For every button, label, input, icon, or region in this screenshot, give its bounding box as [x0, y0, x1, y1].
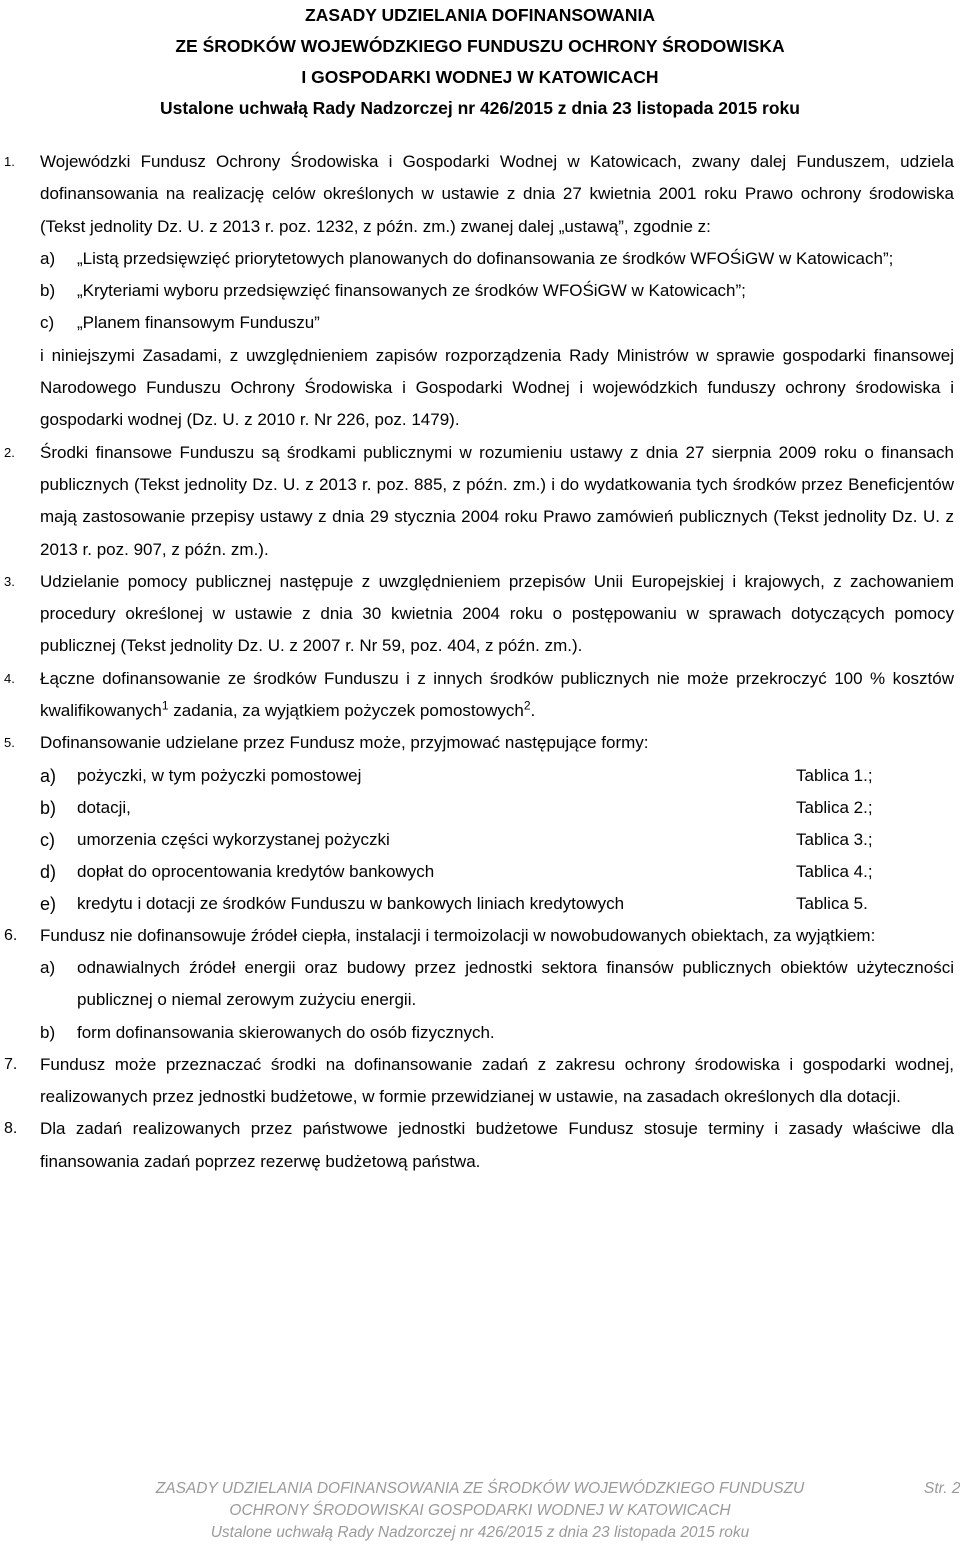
footnote-ref-1: 1: [161, 698, 169, 713]
form-text: pożyczki, w tym pożyczki pomostowej: [77, 765, 362, 785]
section-3: [0, 566, 960, 663]
section-1-tail-text: i niniejszymi Zasadami, z uwzględnieniem zapisów rozporządzenia Rady Ministrów w sprawie gospodarki finansowej Narodowego Funduszu Ochrony Środowiska i Gospodarki Wodnej i wojewódzkich funduszy ochrony środowiska i gospodarki wodnej (Dz. U. z 2010 r. Nr 226, poz. 1479).: [40, 345, 954, 430]
form-table-ref: Tablica 5.: [796, 893, 868, 913]
section-7-text: Fundusz może przeznaczać środki na dofinansowanie zadań z zakresu ochrony środowiska i gospodarki wodnej, realizowanych przez jednostki budżetowe, w formie przewidzianej w ustawie, na zasadach określonych dla dotacji.: [40, 1054, 954, 1107]
section-1-number: 1.: [4, 154, 15, 169]
section-4: [0, 663, 960, 728]
section-7: [0, 1049, 960, 1114]
form-label: a): [40, 765, 57, 786]
section-1-point-b: [40, 275, 954, 307]
form-text: dotacji,: [77, 797, 131, 817]
form-row-d: [40, 856, 954, 888]
section-4-text: [40, 663, 954, 728]
section-3-number: 3.: [4, 573, 15, 589]
form-label: d): [40, 861, 57, 882]
section-1: [0, 146, 960, 437]
section-4-text-part-3: .: [530, 701, 536, 721]
section-3-text: Udzielanie pomocy publicznej następuje z uwzględnieniem przepisów Unii Europejskiej i krajowych, z zachowaniem procedury określonej w ustawie z dnia 30 kwietnia 2004 roku o postępowaniu w sprawach dotyczących pomocy publicznej (Tekst jednolity Dz. U. z 2007 r. Nr 59, poz. 404, z późn. zm.).: [40, 571, 954, 656]
section-4-number: 4.: [4, 670, 15, 686]
form-table-ref: Tablica 2.;: [796, 797, 873, 817]
point-a-label: a): [40, 957, 56, 977]
section-4-text-part-1: Łączne dofinansowanie ze środków Funduszu i z innych środków publicznych nie może przekroczyć 100 % kosztów kwalifikowanych: [40, 668, 954, 721]
section-1-point-a: [40, 243, 954, 275]
footer-page-number: Str. 2: [924, 1480, 960, 1497]
section-6: [0, 920, 960, 1049]
section-8: [0, 1113, 960, 1178]
section-2: [0, 437, 960, 566]
footnote-ref-2: 2: [523, 698, 531, 713]
header-title-line-2: ZE ŚRODKÓW WOJEWÓDZKIEGO FUNDUSZU OCHRONY ŚRODOWISKA: [175, 36, 785, 56]
form-row-b: [40, 792, 954, 824]
financing-forms-list: [40, 760, 954, 920]
section-6-number: 6.: [4, 926, 18, 944]
section-6-point-a: [40, 952, 954, 1017]
footer-line-2: OCHRONY ŚRODOWISKAI GOSPODARKI WODNEJ W KATOWICACH: [229, 1502, 731, 1519]
point-a-text: „Listą przedsięwzięć priorytetowych planowanych do dofinansowania ze środków WFOŚiGW w Katowicach”;: [77, 248, 894, 268]
header-resolution-line: Ustalone uchwałą Rady Nadzorczej nr 426/2015 z dnia 23 listopada 2015 roku: [160, 98, 800, 118]
section-8-number: 8.: [4, 1120, 18, 1138]
point-b-text: „Kryteriami wyboru przedsięwzięć finansowanych ze środków WFOŚiGW w Katowicach”;: [77, 281, 746, 301]
section-1-point-c: [40, 307, 954, 339]
form-table-ref: Tablica 1.;: [796, 765, 873, 785]
form-row-e: [40, 888, 954, 920]
section-5-number: 5.: [4, 735, 15, 751]
section-5-text: Dofinansowanie udzielane przez Fundusz może, przyjmować następujące formy:: [40, 733, 649, 753]
form-table-ref: Tablica 3.;: [796, 829, 873, 849]
header-title-line-1: ZASADY UDZIELANIA DOFINANSOWANIA: [305, 5, 655, 25]
form-text: kredytu i dotacji ze środków Funduszu w bankowych liniach kredytowych: [77, 893, 625, 913]
point-a-text: odnawialnych źródeł energii oraz budowy przez jednostki sektora finansów publicznych obiektów użyteczności publicznej o niemal zerowym zużyciu energii.: [77, 957, 954, 1010]
form-row-c: [40, 824, 954, 856]
form-text: dopłat do oprocentowania kredytów bankowych: [77, 861, 435, 881]
point-b-label: b): [40, 1022, 56, 1042]
section-6-point-b: [40, 1017, 954, 1049]
footer-line-1: ZASADY UDZIELANIA DOFINANSOWANIA ZE ŚRODKÓW WOJEWÓDZKIEGO FUNDUSZU: [155, 1480, 805, 1497]
section-2-number: 2.: [4, 444, 15, 460]
form-row-a: [40, 760, 954, 792]
section-2-text: Środki finansowe Funduszu są środkami publicznymi w rozumieniu ustawy z dnia 27 sierpnia 2009 roku o finansach publicznych (Tekst jednolity Dz. U. z 2013 r. poz. 885, z późn. zm.) i do wydatkowania tych środków przez Beneficjentów mają zastosowanie przepisy ustawy z dnia 29 stycznia 2004 roku Prawo zamówień publicznych (Tekst jednolity Dz. U. z 2013 r. poz. 907, z późn. zm.).: [40, 442, 954, 559]
section-7-number: 7.: [4, 1055, 18, 1073]
form-label: e): [40, 893, 57, 914]
section-4-text-part-2: zadania, za wyjątkiem pożyczek pomostowych: [168, 701, 524, 721]
form-table-ref: Tablica 4.;: [796, 861, 873, 881]
point-c-label: c): [40, 313, 55, 333]
header-title-line-3: I GOSPODARKI WODNEJ W KATOWICACH: [301, 67, 659, 87]
point-a-label: a): [40, 248, 56, 268]
section-5: [0, 727, 960, 919]
point-c-text: „Planem finansowym Funduszu”: [77, 313, 320, 333]
point-b-label: b): [40, 281, 56, 301]
document-header: [0, 0, 960, 124]
section-8-text: Dla zadań realizowanych przez państwowe jednostki budżetowe Fundusz stosuje terminy i zasady właściwe dla finansowania zadań poprzez rezerwę budżetową państwa.: [40, 1119, 954, 1171]
document-body: [0, 146, 960, 1178]
form-text: umorzenia części wykorzystanej pożyczki: [77, 829, 390, 849]
section-6-text: Fundusz nie dofinansowuje źródeł ciepła, instalacji i termoizolacji w nowobudowanych obiektach, za wyjątkiem:: [40, 925, 876, 945]
section-1-text: Wojewódzki Fundusz Ochrony Środowiska i Gospodarki Wodnej w Katowicach, zwany dalej Funduszem, udziela dofinansowania na realizację celów określonych w ustawie z dnia 27 kwietnia 2001 roku Prawo ochrony środowiska (Tekst jednolity Dz. U. z 2013 r. poz. 1232, z późn. zm.) zwanej dalej „ustawą”, zgodnie z:: [40, 152, 954, 236]
footer-line-3: Ustalone uchwałą Rady Nadzorczej nr 426/2015 z dnia 23 listopada 2015 roku: [210, 1524, 750, 1541]
point-b-text: form dofinansowania skierowanych do osób fizycznych.: [77, 1022, 495, 1042]
form-label: c): [40, 829, 55, 850]
form-label: b): [40, 797, 57, 818]
